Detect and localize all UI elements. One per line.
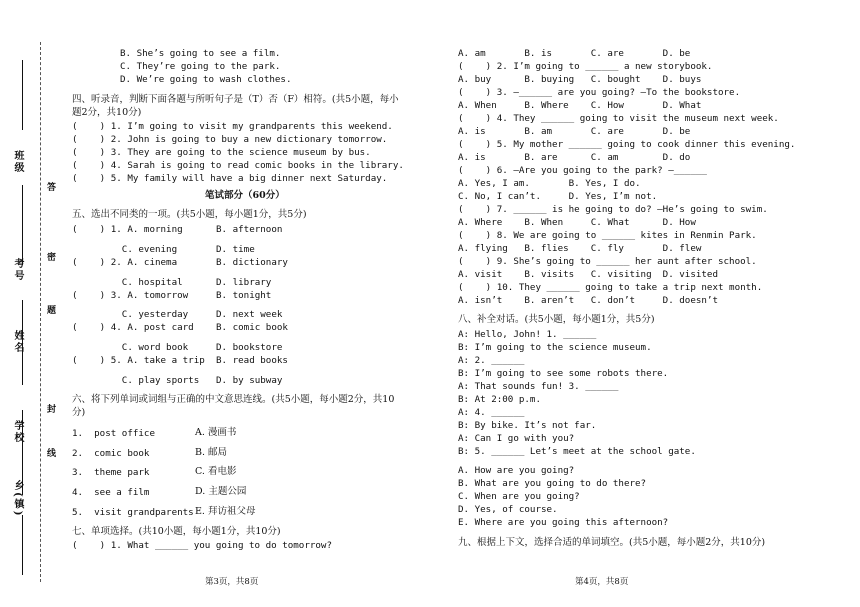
tf-item: ( ) 4. Sarah is going to read comic books in the library. bbox=[72, 160, 404, 171]
label-class: 班级 bbox=[12, 150, 23, 174]
mc-line: ( ) 2. I’m going to ______ a new storybook. bbox=[458, 61, 713, 72]
mc-line: A. When B. Where C. How D. What bbox=[458, 100, 702, 111]
prev-option: D. We’re going to wash clothes. bbox=[120, 74, 292, 85]
dialogue-line: A: Hello, John! 1. ______ bbox=[458, 329, 597, 340]
odd-one-row: C. play sports bbox=[72, 375, 200, 386]
mc-line: ( ) 4. They ______ going to visit the museum next week. bbox=[458, 113, 779, 124]
dialogue-line: B: At 2:00 p.m. bbox=[458, 394, 541, 405]
section-4-title-cont: 题2分，共10分) bbox=[72, 107, 142, 118]
seal-dashed-line bbox=[40, 42, 41, 582]
match-meaning: D. 主题公园 bbox=[195, 486, 247, 497]
odd-one-row: C. evening bbox=[72, 244, 178, 255]
seal-word: 题 bbox=[45, 305, 55, 316]
label-town: 乡(镇) bbox=[12, 480, 23, 518]
odd-one-row-b: B. dictionary bbox=[216, 257, 288, 268]
odd-one-row-b: D. time bbox=[216, 244, 255, 255]
seal-word: 答 bbox=[45, 182, 55, 193]
section-4-title: 四、听录音，判断下面各题与所听句子是（T）否（F）相符。(共5小题，每小 bbox=[72, 94, 399, 105]
mc-line: ( ) 3. —______ are you going? —To the bookstore. bbox=[458, 87, 741, 98]
dialogue-option: C. When are you going? bbox=[458, 491, 580, 502]
label-school: 学校 bbox=[12, 420, 23, 444]
section-9-title: 九、根据上下文，选择合适的单词填空。(共5小题，每小题2分，共10分) bbox=[458, 537, 766, 548]
section-7-title: 七、单项选择。(共10小题，每小题1分，共10分) bbox=[72, 526, 281, 537]
tf-item: ( ) 1. I’m going to visit my grandparents this weekend. bbox=[72, 121, 393, 132]
odd-one-row-b: B. comic book bbox=[216, 322, 288, 333]
dialogue-line: A: That sounds fun! 3. ______ bbox=[458, 381, 619, 392]
odd-one-row: C. yesterday bbox=[72, 309, 189, 320]
label-name: 姓名 bbox=[12, 330, 23, 354]
match-word: 4. see a film bbox=[72, 487, 150, 498]
prev-option: B. She’s going to see a film. bbox=[120, 48, 281, 59]
tf-item: ( ) 2. John is going to buy a new dictionary tomorrow. bbox=[72, 134, 388, 145]
mc-line: A. buy B. buying C. bought D. buys bbox=[458, 74, 702, 85]
odd-one-row: ( ) 3. A. tomorrow bbox=[72, 290, 189, 301]
seal-word: 线 bbox=[45, 448, 55, 459]
mc-line: C. No, I can’t. D. Yes, I’m not. bbox=[458, 191, 658, 202]
written-part-header: 笔试部分（60分） bbox=[205, 190, 285, 201]
odd-one-row-b: B. afternoon bbox=[216, 224, 283, 235]
page-footer: 第4页，共8页 bbox=[575, 577, 629, 587]
dialogue-line: A: Can I go with you? bbox=[458, 433, 575, 444]
odd-one-row: ( ) 5. A. take a trip bbox=[72, 355, 205, 366]
mc-line: A. am B. is C. are D. be bbox=[458, 48, 691, 59]
dialogue-line: A: 2. ______ bbox=[458, 355, 525, 366]
match-meaning: C. 看电影 bbox=[195, 466, 237, 477]
prev-option: C. They’re going to the park. bbox=[120, 61, 281, 72]
mc-line: ( ) 5. My mother ______ going to cook dinner this evening. bbox=[458, 139, 796, 150]
mc-line: A. flying B. flies C. fly D. flew bbox=[458, 243, 702, 254]
page-footer: 第3页，共8页 bbox=[205, 577, 259, 587]
dialogue-line: B: 5. ______ Let’s meet at the school gate. bbox=[458, 446, 696, 457]
mc-line: A. isn’t B. aren’t C. don’t D. doesn’t bbox=[458, 295, 718, 306]
mc-line: ( ) 8. We are going to ______ kites in Renmin Park. bbox=[458, 230, 757, 241]
odd-one-row-b: D. bookstore bbox=[216, 342, 283, 353]
mc-line: A. visit B. visits C. visiting D. visited bbox=[458, 269, 718, 280]
match-word: 5. visit grandparents bbox=[72, 507, 194, 518]
odd-one-row: C. hospital bbox=[72, 277, 183, 288]
odd-one-row-b: B. tonight bbox=[216, 290, 272, 301]
answer-line-class bbox=[22, 60, 23, 130]
odd-one-row: ( ) 1. A. morning bbox=[72, 224, 183, 235]
dialogue-option: A. How are you going? bbox=[458, 465, 575, 476]
match-meaning: B. 邮局 bbox=[195, 447, 228, 458]
dialogue-option: D. Yes, of course. bbox=[458, 504, 558, 515]
section-8-title: 八、补全对话。(共5小题，每小题1分，共5分) bbox=[458, 314, 655, 325]
dialogue-option: B. What are you going to do there? bbox=[458, 478, 647, 489]
match-word: 1. post office bbox=[72, 428, 155, 439]
seal-word: 密 bbox=[45, 252, 55, 263]
dialogue-line: B: By bike. It’s not far. bbox=[458, 420, 597, 431]
mc-line: ( ) 10. They ______ going to take a trip next month. bbox=[458, 282, 763, 293]
mc-line: ( ) 7. ______ is he going to do? —He’s going to swim. bbox=[458, 204, 768, 215]
odd-one-row-b: B. read books bbox=[216, 355, 288, 366]
answer-line-exam-no bbox=[22, 185, 23, 265]
mc-line: A. Yes, I am. B. Yes, I do. bbox=[458, 178, 641, 189]
dialogue-line: B: I’m going to see some robots there. bbox=[458, 368, 669, 379]
match-meaning: E. 拜访祖父母 bbox=[195, 506, 256, 517]
dialogue-option: E. Where are you going this afternoon? bbox=[458, 517, 669, 528]
odd-one-row: C. word book bbox=[72, 342, 189, 353]
mc-line: A. is B. am C. are D. be bbox=[458, 126, 691, 137]
odd-one-row: ( ) 4. A. post card bbox=[72, 322, 194, 333]
answer-line-town bbox=[22, 515, 23, 575]
match-meaning: A. 漫画书 bbox=[195, 427, 237, 438]
mc-line: ( ) 9. She’s going to ______ her aunt after school. bbox=[458, 256, 757, 267]
odd-one-row-b: D. by subway bbox=[216, 375, 283, 386]
mc-line: ( ) 6. —Are you going to the park? —______ bbox=[458, 165, 707, 176]
match-word: 3. theme park bbox=[72, 467, 150, 478]
section-6-title-cont: 分) bbox=[72, 407, 86, 418]
section-6-title: 六、将下列单词或词组与正确的中文意思连线。(共5小题，每小题2分，共10 bbox=[72, 394, 395, 405]
seal-word: 封 bbox=[45, 404, 55, 415]
dialogue-line: A: 4. ______ bbox=[458, 407, 525, 418]
dialogue-line: B: I’m going to the science museum. bbox=[458, 342, 652, 353]
label-exam-no: 考号 bbox=[12, 258, 23, 282]
tf-item: ( ) 3. They are going to the science museum by bus. bbox=[72, 147, 371, 158]
mc-question: ( ) 1. What ______ you going to do tomorrow? bbox=[72, 540, 332, 551]
section-5-title: 五、选出不同类的一项。(共5小题，每小题1分，共5分) bbox=[72, 209, 307, 220]
odd-one-row-b: D. next week bbox=[216, 309, 283, 320]
match-word: 2. comic book bbox=[72, 448, 150, 459]
mc-line: A. is B. are C. am D. do bbox=[458, 152, 691, 163]
odd-one-row-b: D. library bbox=[216, 277, 272, 288]
mc-line: A. Where B. When C. What D. How bbox=[458, 217, 696, 228]
tf-item: ( ) 5. My family will have a big dinner next Saturday. bbox=[72, 173, 388, 184]
odd-one-row: ( ) 2. A. cinema bbox=[72, 257, 178, 268]
